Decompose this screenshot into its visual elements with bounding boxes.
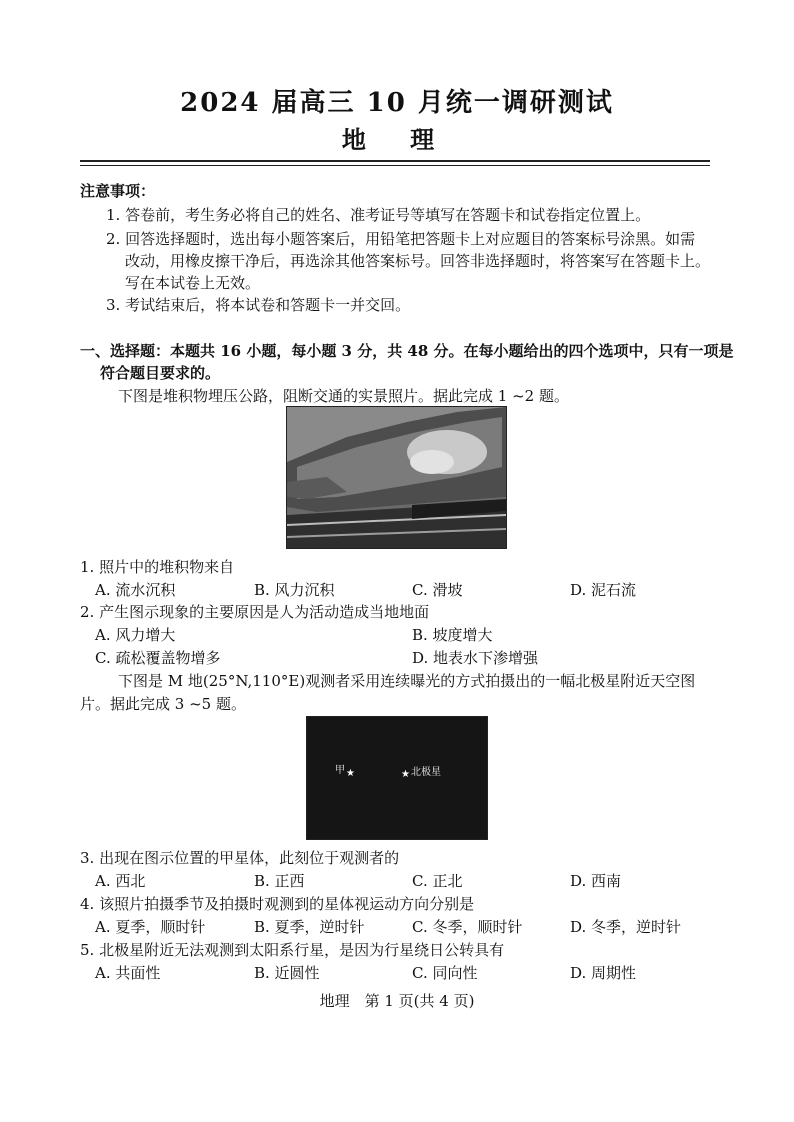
- section-heading-line-2: 符合题目要求的。: [100, 364, 221, 382]
- question-4-option-c: C. 冬季，顺时针: [412, 918, 523, 936]
- subject-title: 地 理: [341, 125, 453, 154]
- section-heading-line-1: 一、选择题：本题共 16 小题，每小题 3 分，共 48 分。在每小题给出的四个选项中，只有一项是: [80, 342, 734, 360]
- question-4-stem: 4. 该照片拍摄季节及拍摄时观测到的星体视运动方向分别是: [80, 895, 475, 913]
- notice-item-3: 3. 考试结束后，将本试卷和答题卡一并交回。: [106, 296, 411, 314]
- question-5-option-b: B. 近圆性: [254, 964, 320, 982]
- polaris-label: 北极星: [411, 767, 441, 778]
- question-1-option-c: C. 滑坡: [412, 581, 463, 599]
- question-2-option-c: C. 疏松覆盖物增多: [95, 649, 221, 667]
- question-4-option-d: D. 冬季，逆时针: [570, 918, 682, 936]
- header-rule-thin: [80, 165, 710, 166]
- question-2-option-a: A. 风力增大: [95, 626, 176, 644]
- night-sky-photo: [306, 716, 488, 840]
- question-3-option-d: D. 西南: [570, 872, 622, 890]
- question-4-option-a: A. 夏季，顺时针: [95, 918, 206, 936]
- question-3-option-a: A. 西北: [95, 872, 146, 890]
- question-5-stem: 5. 北极星附近无法观测到太阳系行星，是因为行星绕日公转具有: [80, 941, 505, 959]
- question-1-option-d: D. 泥石流: [570, 581, 637, 599]
- question-2-option-d: D. 地表水下渗增强: [412, 649, 539, 667]
- intro-q3-5-line-2: 片。据此完成 3 ~5 题。: [80, 695, 246, 713]
- star-jia-label: 甲: [335, 765, 345, 776]
- question-5-option-c: C. 同向性: [412, 964, 478, 982]
- intro-q1-2: 下图是堆积物埋压公路，阻断交通的实景照片。据此完成 1 ~2 题。: [118, 387, 569, 405]
- question-4-option-b: B. 夏季，逆时针: [254, 918, 365, 936]
- notice-heading: 注意事项：: [80, 182, 156, 200]
- intro-q3-5-line-1: 下图是 M 地(25°N,110°E)观测者采用连续曝光的方式拍摄出的一幅北极星附近天空图: [118, 672, 696, 690]
- question-1-option-b: B. 风力沉积: [254, 581, 335, 599]
- question-5-option-d: D. 周期性: [570, 964, 637, 982]
- notice-item-1: 1. 答卷前，考生务必将自己的姓名、准考证号等填写在答题卡和试卷指定位置上。: [106, 206, 651, 224]
- polaris-star-icon: ★: [401, 769, 410, 780]
- notice-item-2-line-3: 写在本试卷上无效。: [125, 274, 261, 292]
- star-jia-icon: ★: [346, 768, 355, 779]
- landslide-photo-drawing: [287, 407, 506, 548]
- notice-item-2-line-2: 改动，用橡皮擦干净后，再选涂其他答案标号。回答非选择题时，将答案写在答题卡上。: [125, 252, 711, 270]
- question-3-option-c: C. 正北: [412, 872, 463, 890]
- question-5-option-a: A. 共面性: [95, 964, 161, 982]
- header-rule-thick: [80, 160, 710, 162]
- landslide-photo: [286, 406, 507, 549]
- question-3-stem: 3. 出现在图示位置的甲星体，此刻位于观测者的: [80, 849, 400, 867]
- exam-title: 2024 届高三 10 月统一调研测试: [180, 88, 614, 118]
- question-2-stem: 2. 产生图示现象的主要原因是人为活动造成当地地面: [80, 603, 430, 621]
- question-3-option-b: B. 正西: [254, 872, 305, 890]
- page-footer: 地理 第 1 页(共 4 页): [319, 992, 475, 1010]
- question-1-option-a: A. 流水沉积: [95, 581, 176, 599]
- notice-item-2-line-1: 2. 回答选择题时，选出每小题答案后，用铅笔把答题卡上对应题目的答案标号涂黑。如需: [106, 230, 696, 248]
- question-2-option-b: B. 坡度增大: [412, 626, 493, 644]
- question-1-stem: 1. 照片中的堆积物来自: [80, 558, 235, 576]
